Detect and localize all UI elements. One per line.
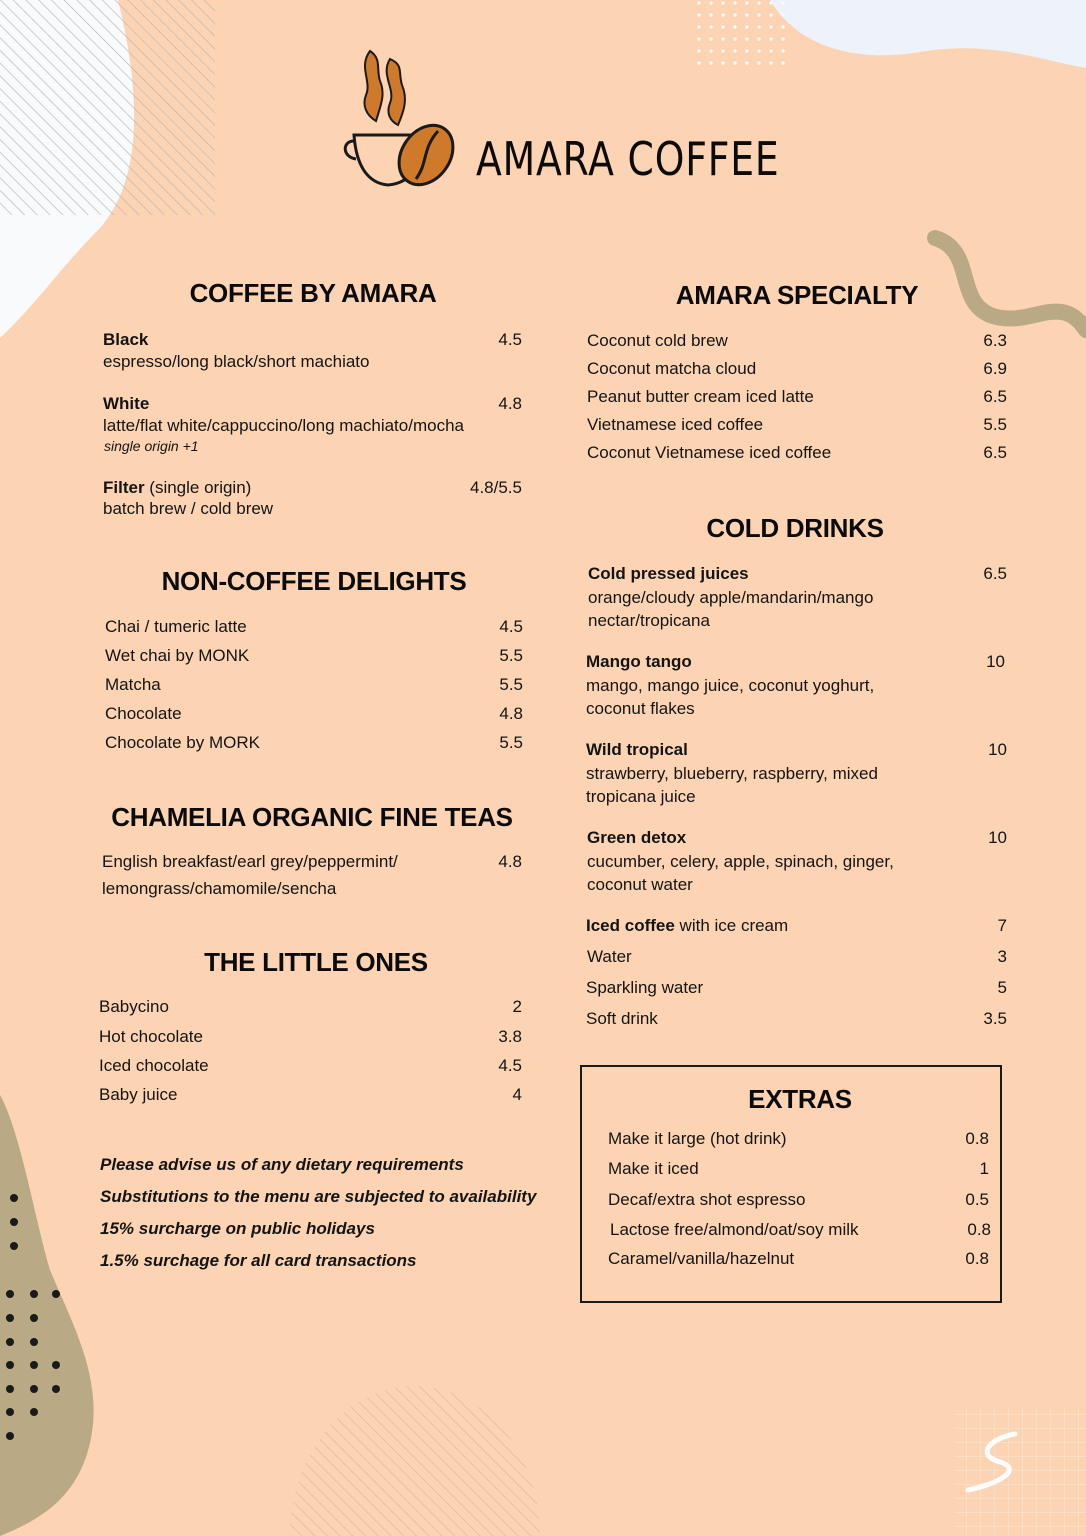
- item-price: 6.9: [983, 359, 1007, 378]
- item-name: Chai / tumeric latte: [105, 617, 247, 636]
- heading-chamelia-teas: CHAMELIA ORGANIC FINE TEAS: [111, 802, 513, 832]
- item-name: Baby juice: [99, 1085, 178, 1104]
- heading-non-coffee: NON-COFFEE DELIGHTS: [161, 566, 467, 596]
- note-holiday-surcharge: 15% surcharge on public holidays: [100, 1219, 375, 1238]
- item-price: 0.8: [967, 1220, 991, 1239]
- item-name: Iced coffee: [586, 916, 675, 935]
- item-price: 1: [979, 1159, 989, 1178]
- item-description: batch brew / cold brew: [103, 499, 274, 518]
- item-name: Wild tropical: [586, 740, 688, 759]
- item-price: 5.5: [499, 733, 523, 752]
- item-price: 4.8: [498, 852, 522, 871]
- item-name: Vietnamese iced coffee: [587, 415, 764, 434]
- item-price: 3: [997, 947, 1007, 966]
- item-name: Soft drink: [586, 1009, 658, 1028]
- note-substitutions: Substitutions to the menu are subjected to availability: [100, 1187, 537, 1206]
- item-description: mango, mango juice, coconut yoghurt,: [586, 676, 875, 695]
- item-price: 4: [512, 1085, 522, 1104]
- item-price: 7: [997, 916, 1007, 935]
- item-name: Chocolate by MORK: [105, 733, 260, 752]
- dots-top-right: [690, 0, 790, 70]
- hatch-semicircle-bottom: [290, 1386, 540, 1536]
- item-name: Iced chocolate: [99, 1056, 209, 1075]
- item-price: 3.8: [498, 1027, 522, 1046]
- item-name: Wet chai by MONK: [105, 646, 250, 665]
- item-price: 3.5: [983, 1009, 1007, 1028]
- item-name: Hot chocolate: [99, 1027, 203, 1046]
- item-description: cucumber, celery, apple, spinach, ginger,: [587, 852, 894, 871]
- item-price: 4.8: [498, 394, 522, 413]
- item-price: 0.5: [965, 1190, 989, 1209]
- item-price: 0.8: [965, 1249, 989, 1268]
- item-price: 10: [986, 652, 1005, 671]
- item-price: 4.5: [498, 1056, 522, 1075]
- item-price: 6.5: [983, 443, 1007, 462]
- item-price: 6.5: [983, 387, 1007, 406]
- heading-amara-specialty: AMARA SPECIALTY: [675, 280, 919, 310]
- item-description: tropicana juice: [586, 787, 696, 806]
- heading-coffee-by-amara: COFFEE BY AMARA: [189, 278, 437, 308]
- item-description: coconut flakes: [586, 699, 695, 718]
- heading-extras: EXTRAS: [748, 1084, 852, 1114]
- item-name: Black: [103, 330, 149, 349]
- item-name: English breakfast/earl grey/peppermint/: [102, 852, 398, 871]
- item-description: nectar/tropicana: [588, 611, 710, 630]
- item-name: Coconut cold brew: [587, 331, 728, 350]
- item-name: Make it large (hot drink): [608, 1129, 787, 1148]
- grid-bottom-right: [955, 1408, 1086, 1536]
- item-description: lemongrass/chamomile/sencha: [102, 879, 337, 898]
- item-name: Green detox: [587, 828, 687, 847]
- brand-title: AMARA COFFEE: [476, 132, 780, 186]
- item-name: Caramel/vanilla/hazelnut: [608, 1249, 795, 1268]
- item-price: 4.8/5.5: [470, 478, 522, 497]
- item-price: 4.5: [498, 330, 522, 349]
- item-description: espresso/long black/short machiato: [103, 352, 370, 371]
- item-name-extra: with ice cream: [674, 916, 789, 935]
- item-name: Cold pressed juices: [588, 564, 749, 583]
- item-price: 5.5: [499, 646, 523, 665]
- item-name: Babycino: [99, 997, 169, 1016]
- item-price: 10: [988, 828, 1007, 847]
- item-price: 2: [512, 997, 522, 1016]
- note-card-surcharge: 1.5% surchage for all card transactions: [100, 1251, 417, 1270]
- olive-blob-bottom-left: [0, 1095, 94, 1536]
- item-name: Matcha: [105, 675, 161, 694]
- item-name: Lactose free/almond/oat/soy milk: [610, 1220, 859, 1239]
- item-name: Mango tango: [586, 652, 692, 671]
- item-name-extra: (single origin): [144, 478, 252, 497]
- item-name: Chocolate: [105, 704, 182, 723]
- item-price: 5: [997, 978, 1007, 997]
- item-price: 5.5: [499, 675, 523, 694]
- item-description: coconut water: [587, 875, 693, 894]
- item-description: orange/cloudy apple/mandarin/mango: [588, 588, 874, 607]
- heading-little-ones: THE LITTLE ONES: [204, 947, 428, 977]
- single-origin-note: single origin +1: [104, 438, 199, 454]
- item-name: Water: [587, 947, 632, 966]
- item-price: 6.3: [983, 331, 1007, 350]
- item-description: latte/flat white/cappuccino/long machiato/mocha: [103, 416, 464, 435]
- coffee-cup-bean-icon: [342, 45, 460, 195]
- item-name: Sparkling water: [586, 978, 704, 997]
- item-description: strawberry, blueberry, raspberry, mixed: [586, 764, 878, 783]
- item-price: 4.5: [499, 617, 523, 636]
- item-name: Coconut matcha cloud: [587, 359, 757, 378]
- item-price: 4.8: [499, 704, 523, 723]
- item-name: Coconut Vietnamese iced coffee: [587, 443, 832, 462]
- white-blob-top-right: [770, 0, 1086, 68]
- item-name: Filter: [103, 478, 145, 497]
- hatch-top-left: [0, 0, 215, 215]
- item-price: 5.5: [983, 415, 1007, 434]
- item-name: Peanut butter cream iced latte: [587, 387, 814, 406]
- item-name: Make it iced: [608, 1159, 699, 1178]
- item-price: 6.5: [983, 564, 1007, 583]
- note-dietary: Please advise us of any dietary requirements: [100, 1155, 464, 1174]
- item-price: 10: [988, 740, 1007, 759]
- item-name: White: [103, 394, 150, 413]
- item-price: 0.8: [965, 1129, 989, 1148]
- item-name: Decaf/extra shot espresso: [608, 1190, 806, 1209]
- heading-cold-drinks: COLD DRINKS: [706, 513, 884, 543]
